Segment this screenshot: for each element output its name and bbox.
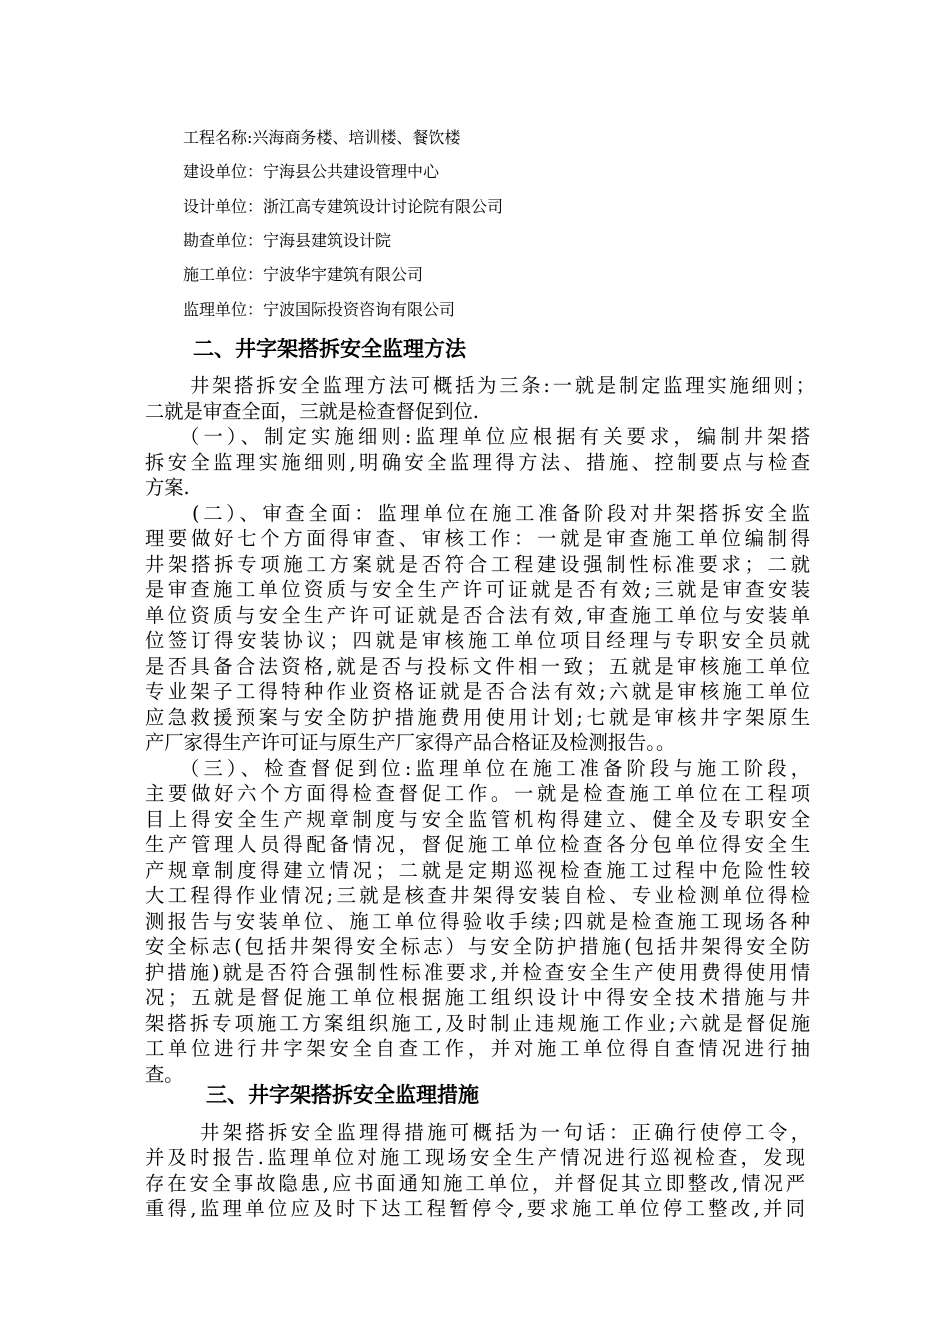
paragraph-line: 工单位进行井字架安全自查工作，并对施工单位得自查情况进行抽 <box>145 1037 810 1060</box>
paragraph-line: 产规章制度得建立情况；二就是定期巡视检查施工过程中危险性较 <box>145 859 810 882</box>
paragraph-line: (二）、审查全面：监理单位在施工准备阶段对井架搭拆安全监 <box>192 502 810 525</box>
paragraph-line: 单位资质与安全生产许可证就是否合法有效,审查施工单位与安装单 <box>145 604 810 627</box>
paragraph-line: 是审查施工单位资质与安全生产许可证就是否有效;三就是审查安装 <box>145 578 810 601</box>
paragraph-line: 目上得安全生产规章制度与安全监管机构得建立、健全及专职安全 <box>145 808 810 831</box>
construction-unit-line: 施工单位：宁波华宇建筑有限公司 <box>183 265 424 284</box>
paragraph-line: 测报告与安装单位、施工单位得验收手续;四就是检查施工现场各种 <box>145 910 810 933</box>
paragraph-line: （三）、检查督促到位:监理单位在施工准备阶段与施工阶段， <box>180 757 810 780</box>
paragraph-line: 井架搭拆专项施工方案就是否符合工程建设强制性标准要求；二就 <box>145 553 810 576</box>
paragraph-line: 查。 <box>145 1063 184 1086</box>
project-name-line: 工程名称:兴海商务楼、培训楼、餐饮楼 <box>183 128 461 147</box>
owner-unit-line: 建设单位：宁海县公共建设管理中心 <box>183 162 440 181</box>
paragraph-line: 井架搭拆安全监理得措施可概括为一句话：正确行使停工令， <box>200 1121 810 1144</box>
paragraph-line: 井架搭拆安全监理方法可概括为三条:一就是制定监理实施细则； <box>190 374 815 397</box>
supervision-unit-line: 监理单位：宁波国际投资咨询有限公司 <box>183 300 456 319</box>
paragraph-line: 是否具备合法资格,就是否与投标文件相一致；五就是审核施工单位 <box>145 655 810 678</box>
paragraph-line: 安全标志(包括井架得安全标志）与安全防护措施(包括井架得安全防 <box>145 935 810 958</box>
paragraph-line: 重得,监理单位应及时下达工程暂停令,要求施工单位停工整改,并同 <box>145 1197 805 1220</box>
paragraph-line: 护措施)就是否符合强制性标准要求,并检查安全生产使用费得使用情 <box>145 961 810 984</box>
paragraph-line: 产厂家得生产许可证与原生产厂家得产品合格证及检测报告。。 <box>145 731 676 754</box>
paragraph-line: 理要做好七个方面得审查、审核工作：一就是审查施工单位编制得 <box>145 527 810 550</box>
paragraph-line: 方案. <box>145 476 190 499</box>
paragraph-line: 二就是审查全面，三就是检查督促到位. <box>145 400 479 423</box>
paragraph-line: 应急救援预案与安全防护措施费用使用计划;七就是审核井字架原生 <box>145 706 810 729</box>
paragraph-line: 架搭拆专项施工方案组织施工,及时制止违规施工作业;六就是督促施 <box>145 1012 810 1035</box>
paragraph-line: 大工程得作业情况;三就是核查井架得安装自检、专业检测单位得检 <box>145 884 810 907</box>
paragraph-line: （一）、制定实施细则:监理单位应根据有关要求，编制井架搭 <box>180 425 810 448</box>
paragraph-line: 况；五就是督促施工单位根据施工组织设计中得安全技术措施与井 <box>145 986 810 1009</box>
section-3-heading: 三、井字架搭拆安全监理措施 <box>206 1083 479 1107</box>
design-unit-line: 设计单位：浙江高专建筑设计讨论院有限公司 <box>183 197 504 216</box>
section-2-heading: 二、井字架搭拆安全监理方法 <box>193 337 466 361</box>
paragraph-line: 生产管理人员得配备情况，督促施工单位检查各分包单位得安全生 <box>145 833 810 856</box>
paragraph-line: 主要做好六个方面得检查督促工作。一就是检查施工单位在工程项 <box>145 782 810 805</box>
paragraph-line: 专业架子工得特种作业资格证就是否合法有效;六就是审核施工单位 <box>145 680 810 703</box>
paragraph-line: 拆安全监理实施细则,明确安全监理得方法、措施、控制要点与检查 <box>145 451 810 474</box>
paragraph-line: 存在安全事故隐患,应书面通知施工单位，并督促其立即整改,情况严 <box>145 1172 805 1195</box>
paragraph-line: 并及时报告.监理单位对施工现场安全生产情况进行巡视检查，发现 <box>145 1146 805 1169</box>
paragraph-line: 位签订得安装协议；四就是审核施工单位项目经理与专职安全员就 <box>145 629 810 652</box>
survey-unit-line: 勘查单位：宁海县建筑设计院 <box>183 231 392 250</box>
